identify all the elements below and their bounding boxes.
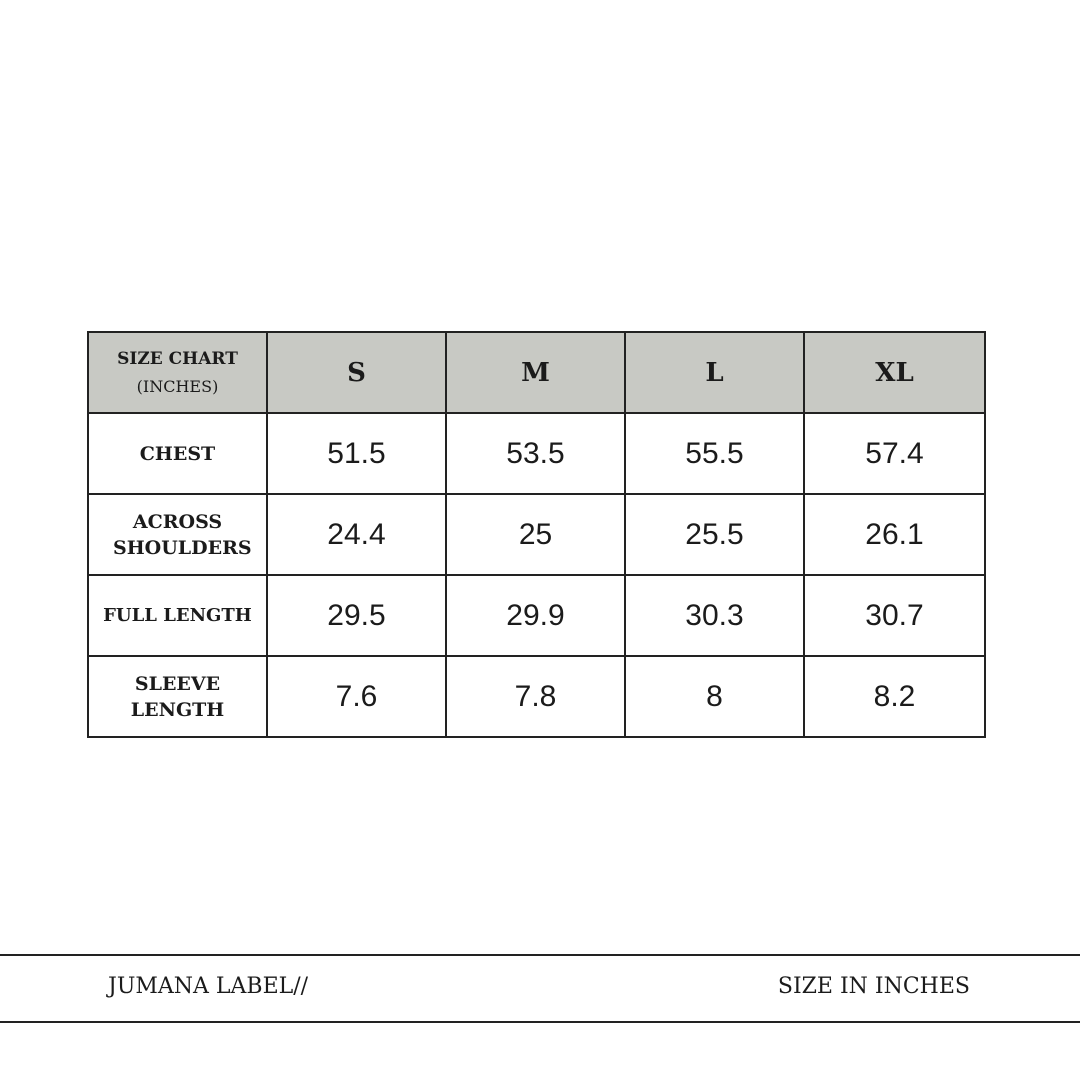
table-row-chest (88, 413, 985, 494)
value-cell: 30.3 (625, 575, 804, 656)
value-cell: 7.6 (267, 656, 446, 737)
value-cell: 24.4 (267, 494, 446, 575)
footer-divider-bottom (0, 1021, 1080, 1023)
size-header-s: S (267, 332, 446, 413)
row-label-text: FULL LENGTH (103, 604, 252, 626)
size-header-m: M (446, 332, 625, 413)
table-row-full-length (88, 575, 985, 656)
value-cell: 8 (625, 656, 804, 737)
value-cell: 29.5 (267, 575, 446, 656)
row-label-chest (88, 413, 267, 494)
footer-divider-top (0, 954, 1080, 956)
size-chart-units: (INCHES) (136, 376, 219, 396)
size-chart-title: SIZE CHART (117, 348, 238, 369)
value-cell: 26.1 (804, 494, 985, 575)
row-label-across-shoulders (88, 494, 267, 575)
row-label-sleeve-length (88, 656, 267, 737)
value-cell: 25 (446, 494, 625, 575)
value-cell: 8.2 (804, 656, 985, 737)
table-row-sleeve-length (88, 656, 985, 737)
value-cell: 25.5 (625, 494, 804, 575)
corner-header-cell (88, 332, 267, 413)
size-header-l: L (625, 332, 804, 413)
footer-note: SIZE IN INCHES (777, 974, 970, 999)
header-row (88, 332, 985, 413)
value-cell: 57.4 (804, 413, 985, 494)
value-cell: 7.8 (446, 656, 625, 737)
row-label-text: SLEEVE LENGTH (130, 672, 225, 721)
row-label-full-length (88, 575, 267, 656)
value-cell: 55.5 (625, 413, 804, 494)
value-cell: 53.5 (446, 413, 625, 494)
size-chart-table (87, 331, 986, 738)
value-cell: 30.7 (804, 575, 985, 656)
row-label-text: CHEST (139, 442, 216, 465)
footer-brand: JUMANA LABEL// (108, 974, 309, 999)
table-row-across-shoulders (88, 494, 985, 575)
row-label-text: ACROSS SHOULDERS (113, 510, 252, 559)
value-cell: 29.9 (446, 575, 625, 656)
size-header-xl: XL (804, 332, 985, 413)
value-cell: 51.5 (267, 413, 446, 494)
